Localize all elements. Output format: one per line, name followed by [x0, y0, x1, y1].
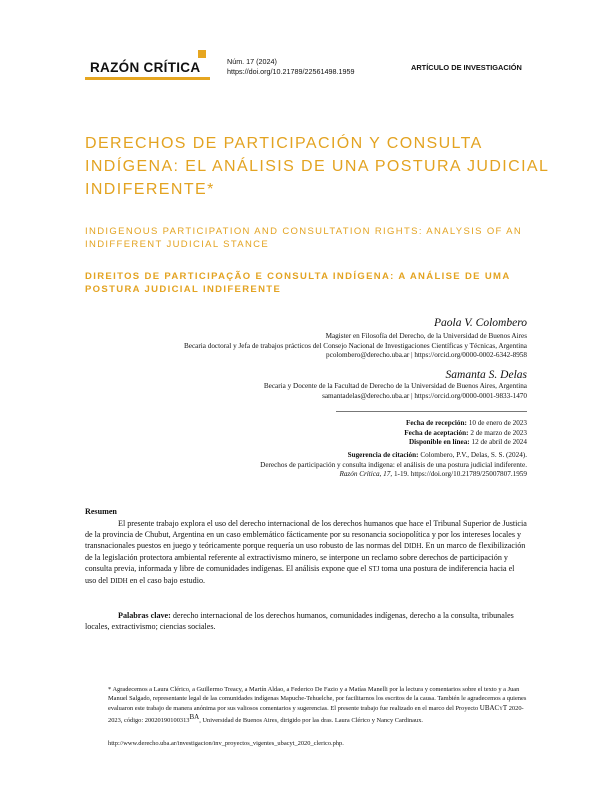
title-en-line: INDIFFERENT JUDICIAL STANCE: [85, 239, 270, 250]
author-affiliation: [184, 332, 527, 361]
title-pt-line: POSTURA JUDICIAL INDIFERENTE: [85, 284, 282, 295]
footnote-url-link[interactable]: http://www.derecho.uba.ar/investigacion/inv_proyectos_vigentes_ubacyt_2020_clerico.php.: [108, 740, 344, 747]
title-es-line: INDIFERENTE*: [85, 181, 215, 198]
title-portuguese: [85, 270, 555, 296]
citation-line: Sugerencia de citación: Colombero, P.V., Delas, S. S. (2024).: [347, 451, 527, 459]
issue-number: Núm. 17 (2024): [227, 57, 277, 66]
divider: [336, 411, 527, 412]
author-contact-links[interactable]: pcolombero@derecho.uba.ar | https://orcid.org/0000-0002-6342-8958: [326, 351, 527, 360]
title-english: [85, 225, 555, 251]
abstract-heading: Resumen: [85, 507, 117, 516]
header-doi-link[interactable]: https://doi.org/10.21789/22561498.1959: [227, 67, 355, 76]
journal-logo: RAZÓN CRÍTICA: [90, 60, 201, 75]
logo-accent-square: [198, 50, 206, 58]
citation-source: Razón Crítica, 17, 1-19. https://doi.org/10.21789/25007807.1959: [339, 470, 527, 479]
article-type: ARTÍCULO DE INVESTIGACIÓN: [411, 63, 522, 72]
title-pt-line: DIREITOS DE PARTICIPAÇÃO E CONSULTA INDÍGENA: A ANÁLISE DE UMA: [85, 271, 511, 282]
affiliation-line: Magister en Filosofía del Derecho, de la Universidad de Buenos Aires: [325, 332, 527, 340]
author-name: Paola V. Colombero: [434, 317, 527, 329]
title-spanish: [85, 132, 555, 201]
keywords: Palabras clave: derecho internacional de los derechos humanos, comunidades indígenas, derecho a la consulta, tribunales locales, extractivismo; ciencias sociales.: [85, 611, 514, 631]
author-affiliation: [264, 382, 527, 401]
citation-doi-link[interactable]: 1-19. https://doi.org/10.21789/25007807.1959: [393, 470, 527, 479]
author-name: Samanta S. Delas: [445, 369, 527, 381]
citation-title: Derechos de participación y consulta indígena: el análisis de una postura judicial indiferente.: [260, 460, 527, 469]
logo-underline: [85, 77, 210, 80]
citation-suggestion: [260, 451, 527, 480]
title-en-line: INDIGENOUS PARTICIPATION AND CONSULTATION RIGHTS: ANALYSIS OF AN: [85, 226, 523, 237]
online-date: Disponible en línea: 12 de abril de 2024: [408, 438, 527, 447]
footnote: * Agradecemos a Laura Clérico, a Guillermo Treacy, a Martín Aldao, a Federico De Fazio y a Matías Manelli por la lectura y comentarios sobre el texto y a Juan Manuel Salgado, representante legal de las comunidades indígenas Mapuche-Tehuelche, por facilitarnos los escritos de la causa. También le agradecemos a quienes evaluaron este trabajo de manera anónima por sus valiosos comentarios y sugerencias. El presente trabajo fue realizado en el marco del Proyecto UBACyT 2020-2023, código: $20020190100313^{BA}$, Universidad de Buenos Aires, dirigido por las dras. Laura Clérico y Nancy Cardinaux.: [108, 686, 527, 725]
accepted-date: Fecha de aceptación: 2 de marzo de 2023: [404, 428, 527, 437]
article-dates: [404, 419, 527, 448]
affiliation-line: Becaria y Docente de la Facultad de Derecho de la Universidad de Buenos Aires, Argentina: [263, 382, 527, 390]
abstract-body: El presente trabajo explora el uso del derecho internacional de los derechos humanos que hace el Tribunal Superior de Justicia de la provincia de Chubut, Argentina en un caso emblemático fácticamente por su resonancia sociopolítica y por los intereses locales y transnacionales puestos en juego y teóricamente porque requería un uso robusto de las normas del DIDH. En un marco de flexibilización de la legislación protectora ambiental referente al extractivismo minero, se interpone un reclamo sobre derechos de participación y consulta previa, informada y libre de comunidades indígenas. El análisis expone que el STJ toma una postura de indiferencia hacia el uso del DIDH en el caso bajo estudio.: [85, 519, 527, 585]
title-es-line: INDÍGENA: EL ANÁLISIS DE UNA POSTURA JUDICIAL: [85, 158, 550, 175]
title-es-line: DERECHOS DE PARTICIPACIÓN Y CONSULTA: [85, 135, 483, 152]
affiliation-line: Becaria doctoral y Jefa de trabajos prácticos del Consejo Nacional de Investigaciones Científicas y Técnicas, Argentina: [183, 341, 527, 350]
received-date: Fecha de recepción: 10 de enero de 2023: [405, 419, 527, 427]
author-contact-links[interactable]: samantadelas@derecho.uba.ar | https://orcid.org/0000-0001-9833-1470: [322, 391, 527, 400]
